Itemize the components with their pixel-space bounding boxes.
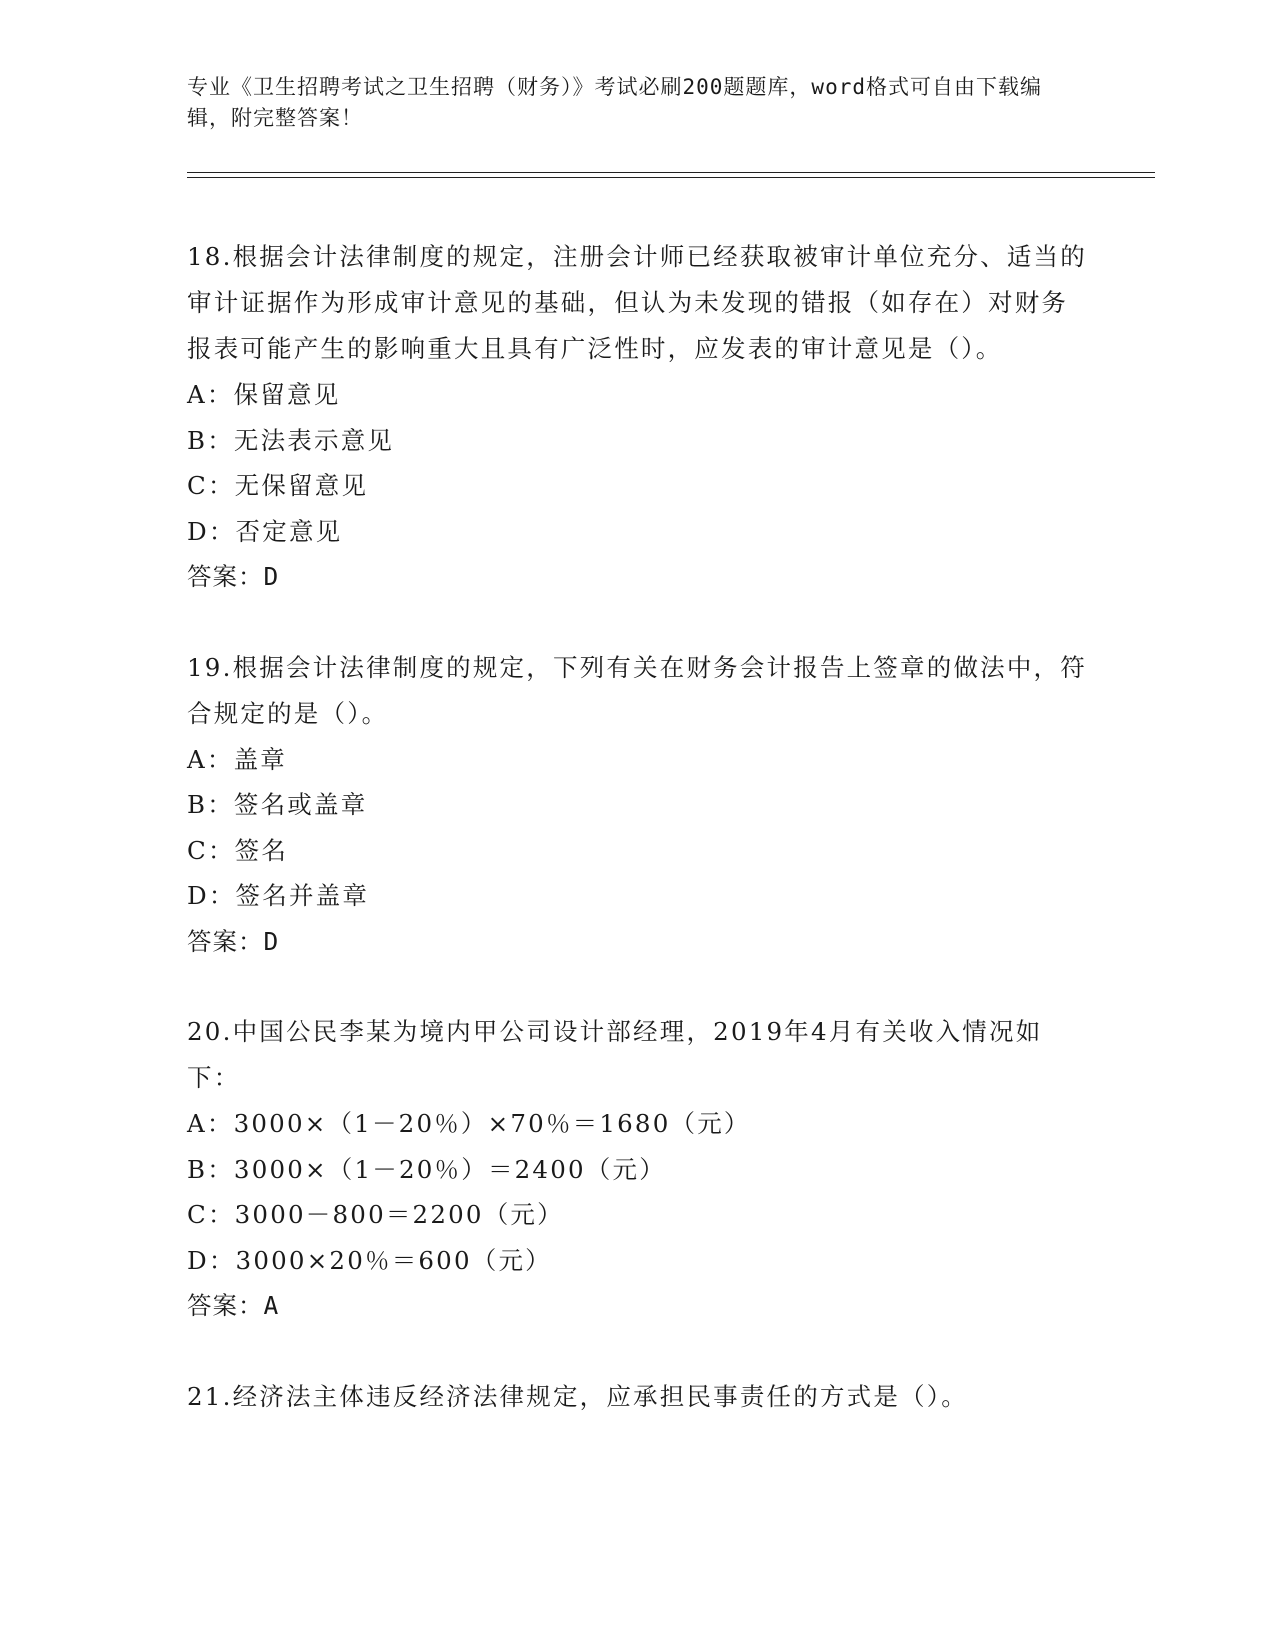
question-18: [187, 234, 1087, 600]
question-20: [187, 1009, 1087, 1329]
option-c: C：无保留意见: [187, 471, 369, 500]
option-d: D：3000×20％＝600（元）: [187, 1245, 552, 1275]
option-a: A：盖章: [187, 744, 287, 774]
option-a: A：保留意见: [187, 380, 341, 409]
answer-label: 答案：: [187, 562, 264, 591]
option-a: A：3000×（1－20％）×70％＝1680（元）: [187, 1109, 751, 1138]
option-b: B：无法表示意见: [187, 425, 395, 455]
answer-line: [187, 1283, 1087, 1329]
answer-value: D: [263, 926, 280, 956]
option-b: B：3000×（1－20％）＝2400（元）: [187, 1154, 666, 1184]
question-stem: 21.经济法主体违反经济法律规定，应承担民事责任的方式是（）。: [187, 1381, 968, 1411]
header-divider-bottom: [187, 177, 1155, 178]
answer-label: 答案：: [187, 926, 264, 956]
question-stem: 19.根据会计法律制度的规定，下列有关在财务会计报告上签章的做法中，符合规定的是（）。: [187, 652, 1087, 728]
answer-value: A: [263, 1291, 280, 1320]
answer-label: 答案：: [187, 1291, 264, 1320]
answer-line: [187, 554, 1087, 600]
option-d: D：签名并盖章: [187, 881, 370, 910]
document-header: [187, 72, 1067, 134]
header-divider-top: [187, 172, 1155, 173]
answer-line: [187, 919, 1087, 965]
option-c: C：3000－800＝2200（元）: [187, 1200, 564, 1229]
question-19: [187, 645, 1087, 965]
question-stem: 20.中国公民李某为境内甲公司设计部经理，2019年4月有关收入情况如下：: [187, 1017, 1043, 1092]
answer-value: D: [263, 562, 280, 591]
question-list: [187, 234, 1087, 1465]
option-b: B：签名或盖章: [187, 790, 368, 819]
header-text: 专业《卫生招聘考试之卫生招聘（财务）》考试必刷200题题库，word格式可自由下载编辑，附完整答案！: [187, 75, 1042, 130]
question-stem: 18.根据会计法律制度的规定，注册会计师已经获取被审计单位充分、适当的审计证据作为形成审计意见的基础，但认为未发现的错报（如存在）对财务报表可能产生的影响重大且具有广泛性时，应发表的审计意见是（）。: [187, 242, 1087, 363]
option-c: C：签名: [187, 835, 289, 865]
option-d: D：否定意见: [187, 516, 343, 546]
question-21: [187, 1374, 1087, 1420]
